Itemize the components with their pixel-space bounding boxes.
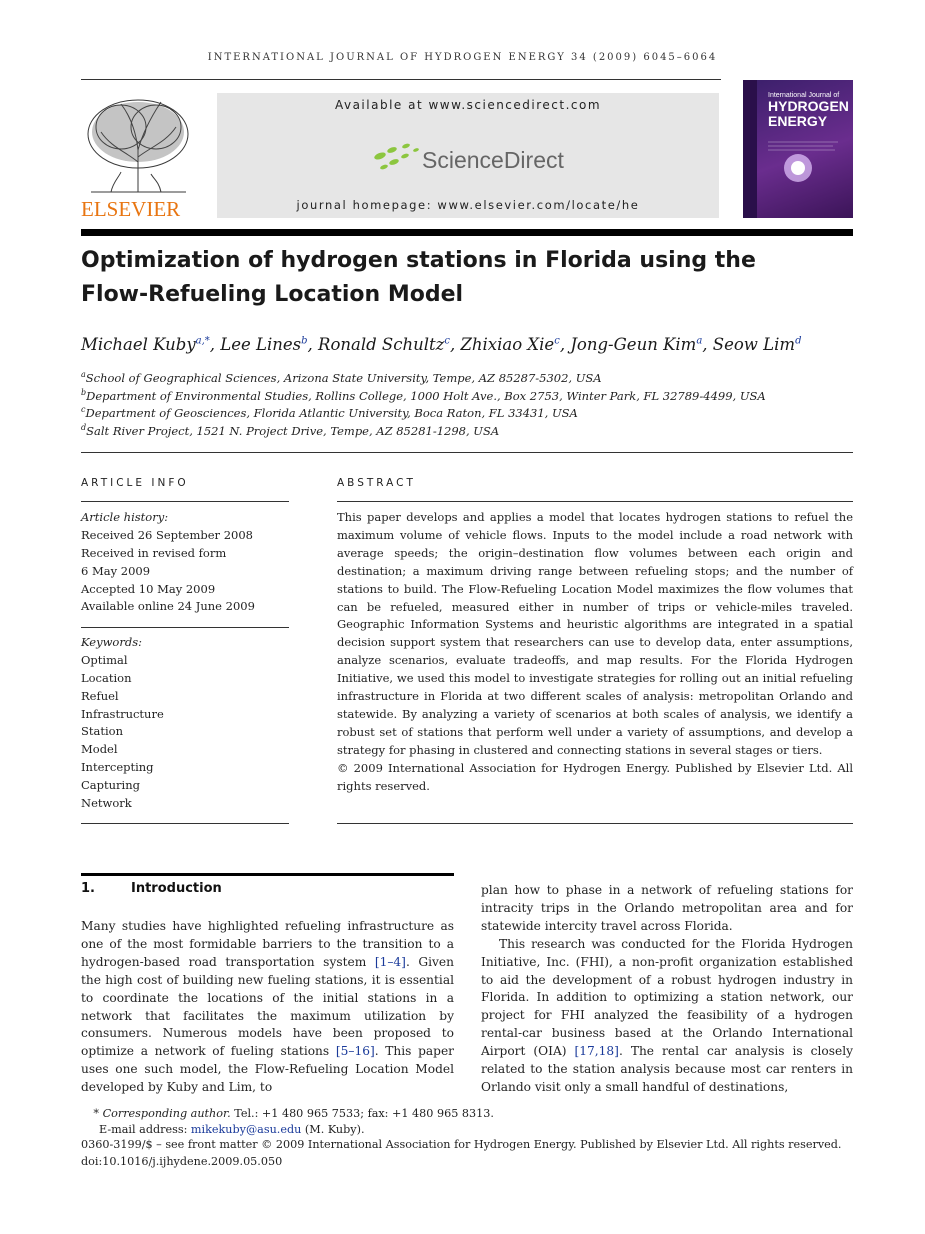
text-run: . The rental car analysis is closely related to the station analysis because most car renters in Orlando visit only a small handful of destinations,	[481, 1044, 853, 1094]
author-name: Zhixiao Xie	[460, 335, 555, 354]
keyword: Location	[81, 671, 132, 685]
title-rule	[81, 229, 853, 236]
cover-line3: ENERGY	[768, 113, 828, 129]
affiliation-rule	[81, 452, 853, 453]
keyword: Capturing	[81, 778, 140, 792]
affiliation-text: Department of Geosciences, Florida Atlantic University, Boca Raton, FL 33431, USA	[85, 405, 578, 420]
affiliation	[81, 405, 578, 420]
abstract-body	[337, 509, 853, 796]
title-line-1: Optimization of hydrogen stations in Florida using the	[81, 248, 756, 273]
running-header: INTERNATIONAL JOURNAL OF HYDROGEN ENERGY 34 (2009) 6045–6064	[207, 52, 718, 63]
affiliation-text: Salt River Project, 1521 N. Project Drive, Tempe, AZ 85281-1298, USA	[86, 423, 500, 438]
corresponding-footnote	[81, 1107, 494, 1120]
journal-homepage[interactable]: journal homepage: www.elsevier.com/locate/he	[296, 198, 640, 212]
footnote-marker: *	[93, 1107, 99, 1120]
intro-paragraph: plan how to phase in a network of refueling stations for intracity trips in the Orlando metropolitan area and for statewide intercity travel across Florida.	[481, 883, 853, 933]
history-item: Received 26 September 2008	[81, 528, 253, 542]
keyword: Infrastructure	[81, 707, 164, 721]
front-matter: 0360-3199/$ – see front matter © 2009 International Association for Hydrogen Energy. Published by Elsevier Ltd. All rights reserved.	[81, 1138, 842, 1151]
article-title	[81, 244, 841, 312]
email-label: E-mail address:	[99, 1123, 191, 1136]
author-name: Michael Kuby	[81, 335, 196, 354]
history-item: 6 May 2009	[81, 564, 151, 578]
section-number: 1.	[81, 881, 95, 896]
history-label: Article history:	[81, 510, 169, 524]
history-item: Available online 24 June 2009	[81, 599, 255, 613]
email-owner: (M. Kuby).	[301, 1123, 365, 1136]
affiliation-sup: d	[81, 423, 87, 432]
footnote-label: Corresponding author.	[102, 1107, 231, 1120]
abstract-text: This paper develops and applies a model that locates hydrogen stations to refuel the maximum volume of vehicle flows. Inputs to the model include a road network with average speeds; the origin–destination flow volumes between each origin and destination; a maximum driving range between refueling stops; and the number of stations to build. The Flow-Refueling Location Model maximizes the flow volumes that can be refueled, measured either in number of trips or vehicle-miles traveled. Geographic Information Systems and heuristic algorithms are integrated in a spatial decision support system that researchers can use to develop data, enter assumptions, analyze scenarios, evaluate tradeoffs, and map results. For the Florida Hydrogen Initiative, we used this model to investigate strategies for rolling out an initial refueling infrastructure in Florida at two different scales of analysis: metropolitan Orlando and statewide. By analyzing a variety of scenarios at both scales of analysis, we identify a robust set of stations that perform well under a variety of assumptions, and develop a strategy for phasing in clustered and connecting stations in several stages or tiers.	[337, 510, 853, 757]
intro-paragraph	[481, 936, 853, 1097]
affiliation	[81, 388, 766, 403]
author-sup[interactable]: a	[696, 335, 703, 347]
article-info-heading: ARTICLE INFO	[81, 477, 189, 489]
author-name: Jong-Geun Kim	[570, 335, 697, 354]
intro-rule	[81, 873, 454, 876]
keyword: Refuel	[81, 689, 119, 703]
author-name: Lee Lines	[220, 335, 302, 354]
doi[interactable]: doi:10.1016/j.ijhydene.2009.05.050	[81, 1155, 283, 1168]
history-item: Accepted 10 May 2009	[81, 582, 216, 596]
affiliation	[81, 423, 499, 438]
email-footnote	[99, 1123, 365, 1136]
email-link[interactable]: mikekuby@asu.edu	[190, 1123, 302, 1136]
author-name: Ronald Schultz	[318, 335, 445, 354]
affiliation-sup: c	[81, 405, 86, 414]
keyword: Network	[81, 796, 132, 810]
abstract-copyright: © 2009 International Association for Hydrogen Energy. Published by Elsevier Ltd. All rights reserved.	[337, 760, 853, 793]
abstract-rule	[337, 501, 853, 502]
sciencedirect-logo	[372, 140, 572, 174]
elsevier-wordmark: ELSEVIER	[81, 197, 181, 219]
abstract-heading: ABSTRACT	[337, 477, 416, 489]
elsevier-logo	[81, 92, 195, 219]
affiliation-text: Department of Environmental Studies, Rollins College, 1000 Holt Ave., Box 2753, Winter Park, FL 32789-4499, USA	[86, 388, 766, 403]
affiliation-sup: a	[81, 370, 86, 379]
author-sup[interactable]: c	[444, 335, 450, 347]
left-column	[81, 918, 454, 1097]
history-item: Received in revised form	[81, 546, 227, 560]
citation-link[interactable]: [5–16]	[335, 1044, 375, 1059]
author-list: Michael Kuby$^{a,*}$, Lee Lines$^b$, Ronald Schultz$^c$, Zhixiao Xie$^c$, Jong-Geun Kim$^a$, Seow Lim$^d$	[81, 335, 802, 354]
article-info-rule	[81, 501, 289, 502]
keyword: Station	[81, 724, 123, 738]
affiliation	[81, 370, 602, 385]
header-rule	[81, 79, 721, 80]
text-run: . This paper uses one such model, the Flow-Refueling Location Model developed by Kuby and Lim, to	[81, 1044, 454, 1095]
keyword: Intercepting	[81, 760, 154, 774]
text-run: Many studies have highlighted refueling infrastructure as one of the most formidable barriers to the transition to a hydrogen-based road transportation system	[81, 919, 454, 969]
cover-line2: HYDROGEN	[768, 98, 849, 114]
author-sup[interactable]: a,*	[195, 335, 210, 347]
article-info-bottom-rule	[81, 823, 289, 824]
footnote-contact: Tel.: +1 480 965 7533; fax: +1 480 965 8313.	[230, 1107, 494, 1120]
intro-paragraph	[81, 918, 454, 1097]
section-title: Introduction	[131, 881, 222, 896]
text-run: This research was conducted for the Florida Hydrogen Initiative, Inc. (FHI), a non-profit organization established to aid the development of a robust hydrogen industry in Florida. In addition to optimizing a station network, our project for FHI analyzed the feasibility of a hydrogen rental-car business based at the Orlando International Airport (OIA)	[481, 936, 853, 1059]
keyword: Optimal	[81, 653, 128, 667]
right-column	[481, 882, 853, 1097]
affiliation-sup: b	[81, 388, 87, 397]
citation-link[interactable]: [17,18]	[574, 1044, 619, 1059]
author-sup[interactable]: d	[795, 335, 802, 347]
author-sup[interactable]: b	[301, 335, 308, 347]
author-sup[interactable]: c	[554, 335, 560, 347]
sciencedirect-available[interactable]: Available at www.sciencedirect.com	[334, 98, 602, 112]
citation-link[interactable]: [1–4]	[374, 954, 406, 969]
keyword: Model	[81, 742, 118, 756]
keywords-label: Keywords:	[81, 635, 142, 649]
sciencedirect-wordmark: ScienceDirect	[422, 147, 564, 173]
keywords-rule	[81, 627, 289, 628]
abstract-bottom-rule	[337, 823, 853, 824]
author-name: Seow Lim	[712, 335, 796, 354]
affiliation-text: School of Geographical Sciences, Arizona State University, Tempe, AZ 85287-5302, USA	[85, 370, 602, 385]
title-line-2: Flow-Refueling Location Model	[81, 282, 464, 307]
cover-title	[768, 92, 853, 129]
text-run: . Given the high cost of building new fueling stations, it is essential to coordinate the locations of the initial stations in a network that facilitates the maximum utilization by consumers. Numerous models have been proposed to optimize a network of fueling stations	[81, 954, 454, 1059]
section-heading	[81, 881, 222, 896]
cover-line1: International Journal of	[768, 92, 840, 99]
